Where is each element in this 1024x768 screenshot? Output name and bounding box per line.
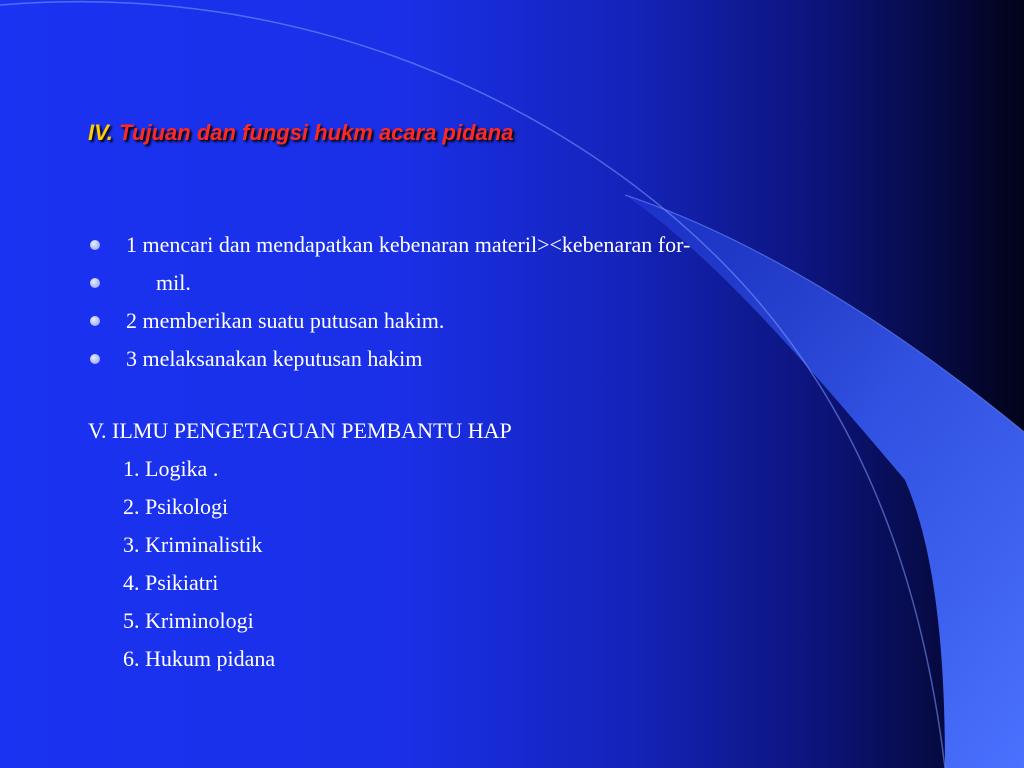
section-heading: V. ILMU PENGETAGUAN PEMBANTU HAP bbox=[88, 418, 512, 443]
bullet-text: 2 memberikan suatu putusan hakim. bbox=[126, 308, 445, 333]
bullet-dot-icon bbox=[90, 354, 100, 364]
auxiliary-sciences-list bbox=[88, 450, 512, 678]
bullet-text: 1 mencari dan mendapatkan kebenaran materil><kebenaran for- bbox=[126, 232, 691, 257]
auxiliary-sciences-section bbox=[88, 412, 512, 678]
bullet-item bbox=[88, 340, 690, 378]
title-numeral: IV. bbox=[88, 120, 113, 145]
bullet-dot-icon bbox=[90, 240, 100, 250]
list-item: 6. Hukum pidana bbox=[123, 646, 276, 671]
list-item: 4. Psikiatri bbox=[123, 570, 219, 595]
bullet-item bbox=[88, 302, 690, 340]
bullet-dot-icon bbox=[90, 278, 100, 288]
list-item: 5. Kriminologi bbox=[123, 608, 254, 633]
bullet-text: mil. bbox=[156, 270, 191, 295]
title-text: Tujuan dan fungsi hukm acara pidana bbox=[119, 120, 514, 145]
bullet-item bbox=[88, 264, 690, 302]
list-item: 1. Logika . bbox=[123, 456, 219, 481]
bullet-dot-icon bbox=[90, 316, 100, 326]
objectives-bullet-list bbox=[88, 226, 690, 378]
list-item: 2. Psikologi bbox=[123, 494, 229, 519]
list-item: 3. Kriminalistik bbox=[123, 532, 263, 557]
bullet-item bbox=[88, 226, 690, 264]
slide-title bbox=[88, 118, 513, 148]
bullet-text: 3 melaksanakan keputusan hakim bbox=[126, 346, 423, 371]
